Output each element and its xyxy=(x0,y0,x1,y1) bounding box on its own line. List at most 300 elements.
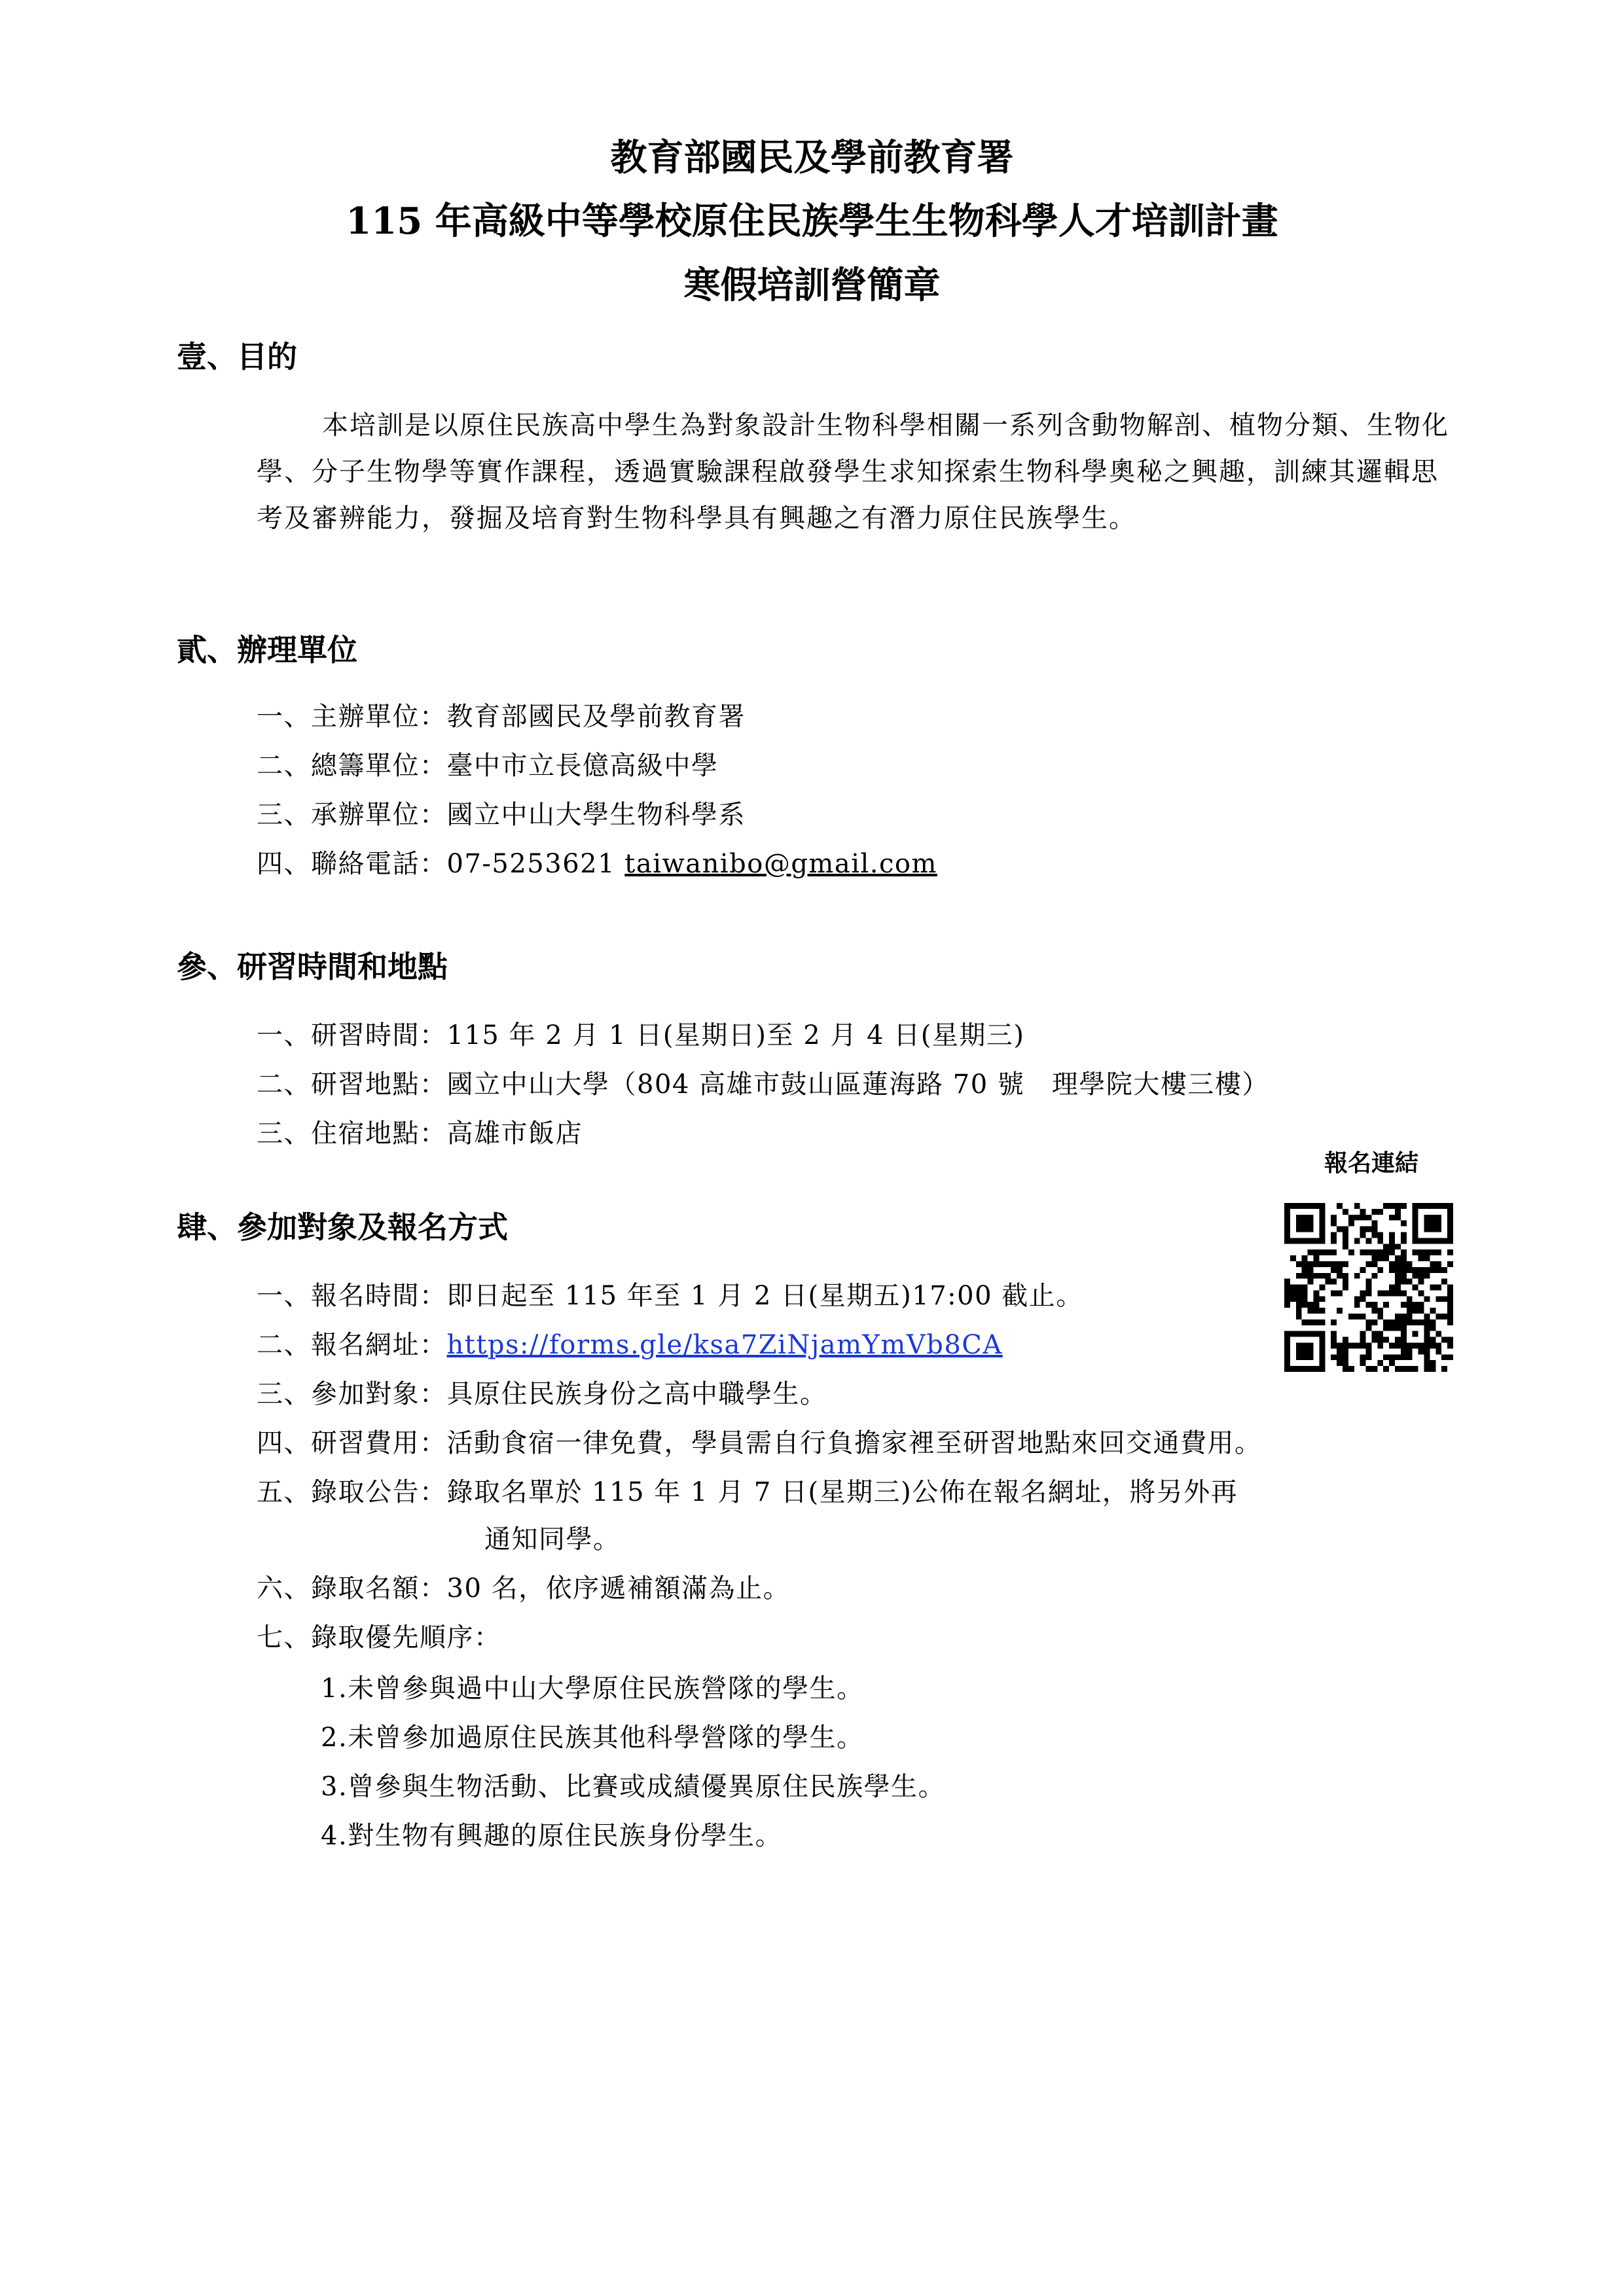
qr-module xyxy=(1343,1261,1348,1267)
qr-module xyxy=(1343,1366,1348,1372)
qr-module xyxy=(1435,1343,1441,1349)
qr-module xyxy=(1435,1249,1441,1255)
qr-module xyxy=(1337,1308,1343,1314)
contact-line xyxy=(257,844,937,884)
qr-module xyxy=(1371,1232,1377,1238)
qr-module xyxy=(1395,1215,1401,1221)
qr-module xyxy=(1284,1285,1290,1291)
qr-module xyxy=(1389,1285,1395,1291)
qr-module xyxy=(1366,1227,1372,1232)
qr-module xyxy=(1308,1221,1314,1227)
qr-module xyxy=(1313,1261,1319,1267)
qr-module xyxy=(1313,1319,1319,1325)
qr-module xyxy=(1337,1227,1343,1232)
qr-module xyxy=(1331,1261,1337,1267)
qr-module xyxy=(1441,1366,1447,1372)
qr-module xyxy=(1319,1209,1325,1215)
qr-module xyxy=(1401,1273,1407,1279)
qr-module xyxy=(1302,1267,1308,1273)
qr-module xyxy=(1308,1215,1314,1221)
qr-module xyxy=(1447,1314,1453,1319)
qr-module xyxy=(1418,1308,1424,1314)
qr-module xyxy=(1395,1267,1401,1273)
qr-module xyxy=(1302,1203,1308,1209)
qr-module xyxy=(1319,1366,1325,1372)
qr-module xyxy=(1401,1319,1407,1325)
qr-module xyxy=(1366,1279,1372,1285)
qr-module xyxy=(1354,1203,1360,1209)
qr-module xyxy=(1354,1296,1360,1302)
priority-item-1: 1.未曾參與過中山大學原住民族營隊的學生。 xyxy=(321,1674,864,1704)
qr-module xyxy=(1319,1308,1325,1314)
qr-module xyxy=(1308,1366,1314,1372)
qr-module xyxy=(1343,1238,1348,1244)
qr-module xyxy=(1424,1331,1430,1337)
qr-module xyxy=(1284,1215,1290,1221)
qr-module xyxy=(1413,1221,1418,1227)
qr-module xyxy=(1383,1302,1389,1308)
qr-module xyxy=(1389,1290,1395,1296)
qr-module xyxy=(1435,1221,1441,1227)
qr-module xyxy=(1337,1203,1343,1209)
qr-module xyxy=(1371,1249,1377,1255)
qr-module xyxy=(1319,1261,1325,1267)
qr-module xyxy=(1360,1354,1366,1360)
qr-module xyxy=(1424,1255,1430,1261)
qr-module xyxy=(1407,1296,1413,1302)
admission-priority-heading: 七、錄取優先順序： xyxy=(257,1623,501,1653)
qr-module xyxy=(1302,1343,1308,1349)
qr-module xyxy=(1371,1366,1377,1372)
qr-module xyxy=(1413,1238,1418,1244)
qr-module xyxy=(1407,1261,1413,1267)
qr-module xyxy=(1435,1203,1441,1209)
qr-module xyxy=(1366,1343,1372,1349)
qr-module xyxy=(1302,1302,1308,1308)
qr-module xyxy=(1418,1249,1424,1255)
qr-module xyxy=(1313,1249,1319,1255)
qr-module xyxy=(1383,1354,1389,1360)
qr-module xyxy=(1343,1244,1348,1249)
qr-module xyxy=(1430,1261,1435,1267)
qr-module xyxy=(1284,1331,1290,1337)
qr-module xyxy=(1447,1308,1453,1314)
qr-module xyxy=(1319,1331,1325,1337)
qr-module xyxy=(1413,1343,1418,1349)
qr-module xyxy=(1319,1215,1325,1221)
qr-module xyxy=(1435,1348,1441,1354)
qr-module xyxy=(1308,1348,1314,1354)
qr-module xyxy=(1401,1203,1407,1209)
qr-module xyxy=(1413,1273,1418,1279)
qr-module xyxy=(1354,1238,1360,1244)
qr-module xyxy=(1418,1302,1424,1308)
qr-module xyxy=(1348,1314,1354,1319)
qr-module xyxy=(1371,1273,1377,1279)
qr-module xyxy=(1366,1325,1372,1331)
qr-module xyxy=(1430,1366,1435,1372)
qr-module xyxy=(1366,1302,1372,1308)
qr-module xyxy=(1447,1337,1453,1343)
qr-module xyxy=(1377,1209,1383,1215)
qr-module xyxy=(1296,1203,1302,1209)
qr-module xyxy=(1407,1348,1413,1354)
qr-module xyxy=(1441,1337,1447,1343)
qr-module xyxy=(1284,1221,1290,1227)
qr-module xyxy=(1371,1209,1377,1215)
qr-module xyxy=(1290,1290,1296,1296)
qr-module xyxy=(1348,1343,1354,1349)
qr-module xyxy=(1401,1261,1407,1267)
qr-module xyxy=(1337,1290,1343,1296)
qr-module xyxy=(1395,1209,1401,1215)
qr-module xyxy=(1296,1366,1302,1372)
qr-module xyxy=(1430,1215,1435,1221)
qr-module xyxy=(1296,1285,1302,1291)
qr-module xyxy=(1383,1325,1389,1331)
qr-module xyxy=(1435,1331,1441,1337)
qr-module xyxy=(1395,1354,1401,1360)
qr-module xyxy=(1313,1203,1319,1209)
qr-module xyxy=(1319,1227,1325,1232)
qr-module xyxy=(1360,1290,1366,1296)
qr-module xyxy=(1377,1232,1383,1238)
qr-module xyxy=(1441,1238,1447,1244)
qr-module xyxy=(1377,1290,1383,1296)
registration-qr-code-icon[interactable] xyxy=(1284,1203,1453,1372)
qr-module xyxy=(1447,1343,1453,1349)
title-agency: 教育部國民及學前教育署 xyxy=(610,136,1014,179)
qr-module xyxy=(1395,1273,1401,1279)
qr-module xyxy=(1413,1331,1418,1337)
qr-module xyxy=(1413,1227,1418,1232)
lodging-location: 三、住宿地點：高雄市飯店 xyxy=(257,1119,583,1149)
qr-module xyxy=(1302,1227,1308,1232)
qr-module xyxy=(1302,1273,1308,1279)
qr-module xyxy=(1430,1337,1435,1343)
workshop-fee: 四、研習費用：活動食宿一律免費，學員需自行負擔家裡至研習地點來回交通費用。 xyxy=(257,1428,1262,1458)
qr-module xyxy=(1424,1366,1430,1372)
qr-module xyxy=(1296,1302,1302,1308)
qr-module xyxy=(1343,1360,1348,1366)
workshop-location: 二、研習地點：國立中山大學（804 高雄市鼓山區蓮海路 70 號 理學院大樓三樓） xyxy=(257,1069,1269,1100)
qr-module xyxy=(1383,1319,1389,1325)
qr-module xyxy=(1354,1273,1360,1279)
qr-module xyxy=(1418,1343,1424,1349)
qr-module xyxy=(1447,1354,1453,1360)
section-heading-time-place: 參、研習時間和地點 xyxy=(177,949,448,984)
section-heading-organizers: 貳、辦理單位 xyxy=(177,632,357,668)
qr-module xyxy=(1407,1308,1413,1314)
priority-item-2: 2.未曾參加過原住民族其他科學營隊的學生。 xyxy=(321,1723,864,1753)
qr-module xyxy=(1395,1203,1401,1209)
qr-module xyxy=(1360,1331,1366,1337)
qr-module xyxy=(1313,1255,1319,1261)
eligibility: 三、參加對象：具原住民族身份之高中職學生。 xyxy=(257,1379,827,1409)
qr-module xyxy=(1354,1215,1360,1221)
qr-module xyxy=(1296,1221,1302,1227)
qr-module xyxy=(1308,1331,1314,1337)
qr-module xyxy=(1360,1249,1366,1255)
qr-module xyxy=(1389,1267,1395,1273)
qr-module xyxy=(1430,1319,1435,1325)
qr-module xyxy=(1418,1203,1424,1209)
qr-module xyxy=(1424,1221,1430,1227)
qr-module xyxy=(1377,1308,1383,1314)
qr-module xyxy=(1319,1203,1325,1209)
qr-module xyxy=(1302,1354,1308,1360)
qr-module xyxy=(1395,1244,1401,1249)
qr-module xyxy=(1383,1290,1389,1296)
qr-module xyxy=(1407,1366,1413,1372)
qr-module xyxy=(1354,1343,1360,1349)
qr-module xyxy=(1395,1343,1401,1349)
qr-module xyxy=(1389,1325,1395,1331)
admission-announcement: 五、錄取公告：錄取名單於 115 年 1 月 7 日(星期三)公佈在報名網址，將另外再 xyxy=(257,1477,1238,1507)
qr-module xyxy=(1302,1348,1308,1354)
qr-module xyxy=(1308,1249,1314,1255)
qr-module xyxy=(1366,1215,1372,1221)
title-brochure: 寒假培訓營簡章 xyxy=(683,264,941,307)
qr-module xyxy=(1441,1267,1447,1273)
qr-module xyxy=(1319,1348,1325,1354)
contact-email-link[interactable]: taiwanibo@gmail.com xyxy=(624,849,937,879)
priority-item-3: 3.曾參與生物活動、比賽或成績優異原住民族學生。 xyxy=(321,1772,946,1802)
qr-module xyxy=(1383,1203,1389,1209)
qr-module xyxy=(1337,1354,1343,1360)
qr-module xyxy=(1313,1238,1319,1244)
qr-module xyxy=(1290,1296,1296,1302)
qr-module xyxy=(1284,1279,1290,1285)
admission-quota: 六、錄取名額：30 名，依序遞補額滿為止。 xyxy=(257,1573,791,1604)
qr-module xyxy=(1418,1238,1424,1244)
qr-module xyxy=(1319,1296,1325,1302)
qr-module xyxy=(1302,1238,1308,1244)
qr-module xyxy=(1284,1227,1290,1232)
qr-module xyxy=(1413,1209,1418,1215)
qr-module xyxy=(1413,1319,1418,1325)
qr-module xyxy=(1418,1255,1424,1261)
qr-module xyxy=(1284,1209,1290,1215)
registration-url-label: 二、報名網址： xyxy=(257,1330,447,1360)
qr-module xyxy=(1284,1238,1290,1244)
qr-module xyxy=(1302,1285,1308,1291)
qr-module xyxy=(1413,1232,1418,1238)
qr-module xyxy=(1435,1261,1441,1267)
qr-module xyxy=(1296,1238,1302,1244)
qr-module xyxy=(1284,1337,1290,1343)
qr-module xyxy=(1308,1227,1314,1232)
qr-module xyxy=(1337,1348,1343,1354)
qr-module xyxy=(1337,1267,1343,1273)
qr-module xyxy=(1401,1366,1407,1372)
qr-module xyxy=(1290,1238,1296,1244)
qr-module xyxy=(1447,1261,1453,1267)
qr-module xyxy=(1383,1244,1389,1249)
qr-module xyxy=(1371,1227,1377,1232)
purpose-text: 本培訓是以原住民族高中學生為對象設計生物科學相關一系列含動物解剖、植物分類、生物化學、分子生物學等實作課程，透過實驗課程啟發學生求知探索生物科學奧秘之興趣，訓練其邏輯思考及審辨能力，發掘及培育對生物科學具有興趣之有潛力原住民族學生。 xyxy=(257,410,1449,533)
qr-module xyxy=(1435,1314,1441,1319)
qr-module xyxy=(1389,1232,1395,1238)
qr-module xyxy=(1371,1221,1377,1227)
qr-module xyxy=(1343,1348,1348,1354)
qr-module xyxy=(1296,1296,1302,1302)
qr-module xyxy=(1302,1366,1308,1372)
qr-module xyxy=(1308,1354,1314,1360)
qr-module xyxy=(1348,1221,1354,1227)
qr-module xyxy=(1302,1290,1308,1296)
qr-module xyxy=(1389,1244,1395,1249)
qr-module xyxy=(1366,1348,1372,1354)
qr-module xyxy=(1319,1354,1325,1360)
qr-module xyxy=(1418,1273,1424,1279)
qr-module xyxy=(1377,1238,1383,1244)
qr-module xyxy=(1389,1215,1395,1221)
qr-module xyxy=(1447,1227,1453,1232)
qr-module xyxy=(1424,1319,1430,1325)
qr-module xyxy=(1401,1279,1407,1285)
qr-module xyxy=(1389,1319,1395,1325)
qr-module xyxy=(1371,1331,1377,1337)
qr-module xyxy=(1435,1285,1441,1291)
qr-module xyxy=(1383,1255,1389,1261)
qr-module xyxy=(1325,1273,1331,1279)
qr-module xyxy=(1377,1267,1383,1273)
qr-module xyxy=(1424,1203,1430,1209)
qr-module xyxy=(1413,1285,1418,1291)
qr-module xyxy=(1308,1279,1314,1285)
qr-module xyxy=(1337,1261,1343,1267)
qr-module xyxy=(1337,1360,1343,1366)
qr-module xyxy=(1343,1354,1348,1360)
registration-url-link[interactable]: https://forms.gle/ksa7ZiNjamYmVb8CA xyxy=(446,1330,1003,1360)
qr-module xyxy=(1389,1343,1395,1349)
qr-module xyxy=(1343,1227,1348,1232)
qr-module xyxy=(1366,1354,1372,1360)
qr-module xyxy=(1290,1203,1296,1209)
qr-module xyxy=(1395,1337,1401,1343)
qr-module xyxy=(1284,1203,1290,1209)
qr-module xyxy=(1360,1314,1366,1319)
qr-module xyxy=(1435,1267,1441,1273)
qr-module xyxy=(1424,1267,1430,1273)
qr-module xyxy=(1366,1238,1372,1244)
qr-module xyxy=(1290,1285,1296,1291)
qr-module xyxy=(1418,1290,1424,1296)
qr-module xyxy=(1313,1308,1319,1314)
qr-module xyxy=(1360,1267,1366,1273)
qr-module xyxy=(1313,1366,1319,1372)
qr-module xyxy=(1401,1267,1407,1273)
qr-module xyxy=(1424,1249,1430,1255)
qr-module xyxy=(1343,1279,1348,1285)
qr-module xyxy=(1447,1215,1453,1221)
qr-module xyxy=(1308,1308,1314,1314)
qr-module xyxy=(1389,1238,1395,1244)
qr-module xyxy=(1401,1348,1407,1354)
qr-module xyxy=(1308,1267,1314,1273)
qr-module xyxy=(1401,1290,1407,1296)
qr-module xyxy=(1296,1215,1302,1221)
qr-module xyxy=(1430,1285,1435,1291)
qr-module xyxy=(1441,1279,1447,1285)
qr-module xyxy=(1313,1290,1319,1296)
qr-module xyxy=(1377,1331,1383,1337)
qr-module xyxy=(1360,1227,1366,1232)
qr-module xyxy=(1447,1302,1453,1308)
qr-module xyxy=(1302,1331,1308,1337)
qr-module xyxy=(1331,1331,1337,1337)
qr-module xyxy=(1401,1255,1407,1261)
qr-module xyxy=(1377,1360,1383,1366)
qr-module xyxy=(1371,1261,1377,1267)
qr-module xyxy=(1447,1290,1453,1296)
qr-module xyxy=(1407,1267,1413,1273)
qr-module xyxy=(1447,1296,1453,1302)
qr-module xyxy=(1401,1221,1407,1227)
qr-module xyxy=(1413,1267,1418,1273)
qr-module xyxy=(1296,1354,1302,1360)
section-heading-purpose: 壹、目的 xyxy=(177,339,297,374)
qr-module xyxy=(1331,1267,1337,1273)
qr-module xyxy=(1413,1203,1418,1209)
qr-module xyxy=(1377,1314,1383,1319)
qr-module xyxy=(1360,1337,1366,1343)
qr-module xyxy=(1296,1227,1302,1232)
qr-module xyxy=(1401,1302,1407,1308)
qr-module xyxy=(1371,1255,1377,1261)
qr-module xyxy=(1447,1285,1453,1291)
qr-module xyxy=(1360,1360,1366,1366)
qr-module xyxy=(1418,1267,1424,1273)
registration-time: 一、報名時間：即日起至 115 年至 1 月 2 日(星期五)17:00 截止。 xyxy=(257,1281,1083,1311)
qr-module xyxy=(1389,1261,1395,1267)
registration-url-line xyxy=(257,1325,1003,1365)
qr-module xyxy=(1395,1261,1401,1267)
qr-module xyxy=(1441,1296,1447,1302)
qr-module xyxy=(1371,1308,1377,1314)
qr-module xyxy=(1302,1255,1308,1261)
qr-module xyxy=(1395,1314,1401,1319)
qr-module xyxy=(1401,1337,1407,1343)
qr-module xyxy=(1366,1290,1372,1296)
qr-module xyxy=(1424,1215,1430,1221)
qr-module xyxy=(1447,1249,1453,1255)
qr-module xyxy=(1331,1337,1337,1343)
qr-module xyxy=(1424,1238,1430,1244)
qr-module xyxy=(1377,1337,1383,1343)
qr-module xyxy=(1413,1302,1418,1308)
qr-module xyxy=(1331,1290,1337,1296)
qr-module xyxy=(1395,1279,1401,1285)
qr-module xyxy=(1407,1279,1413,1285)
qr-module xyxy=(1401,1343,1407,1349)
qr-module xyxy=(1360,1296,1366,1302)
qr-module xyxy=(1377,1249,1383,1255)
qr-module xyxy=(1296,1343,1302,1349)
qr-module xyxy=(1435,1215,1441,1221)
qr-module xyxy=(1366,1319,1372,1325)
qr-module xyxy=(1343,1337,1348,1343)
qr-module xyxy=(1319,1221,1325,1227)
qr-module xyxy=(1302,1221,1308,1227)
qr-module xyxy=(1284,1343,1290,1349)
qr-module xyxy=(1395,1255,1401,1261)
qr-module xyxy=(1424,1227,1430,1232)
qr-module xyxy=(1435,1296,1441,1302)
qr-module xyxy=(1366,1285,1372,1291)
qr-module xyxy=(1319,1360,1325,1366)
